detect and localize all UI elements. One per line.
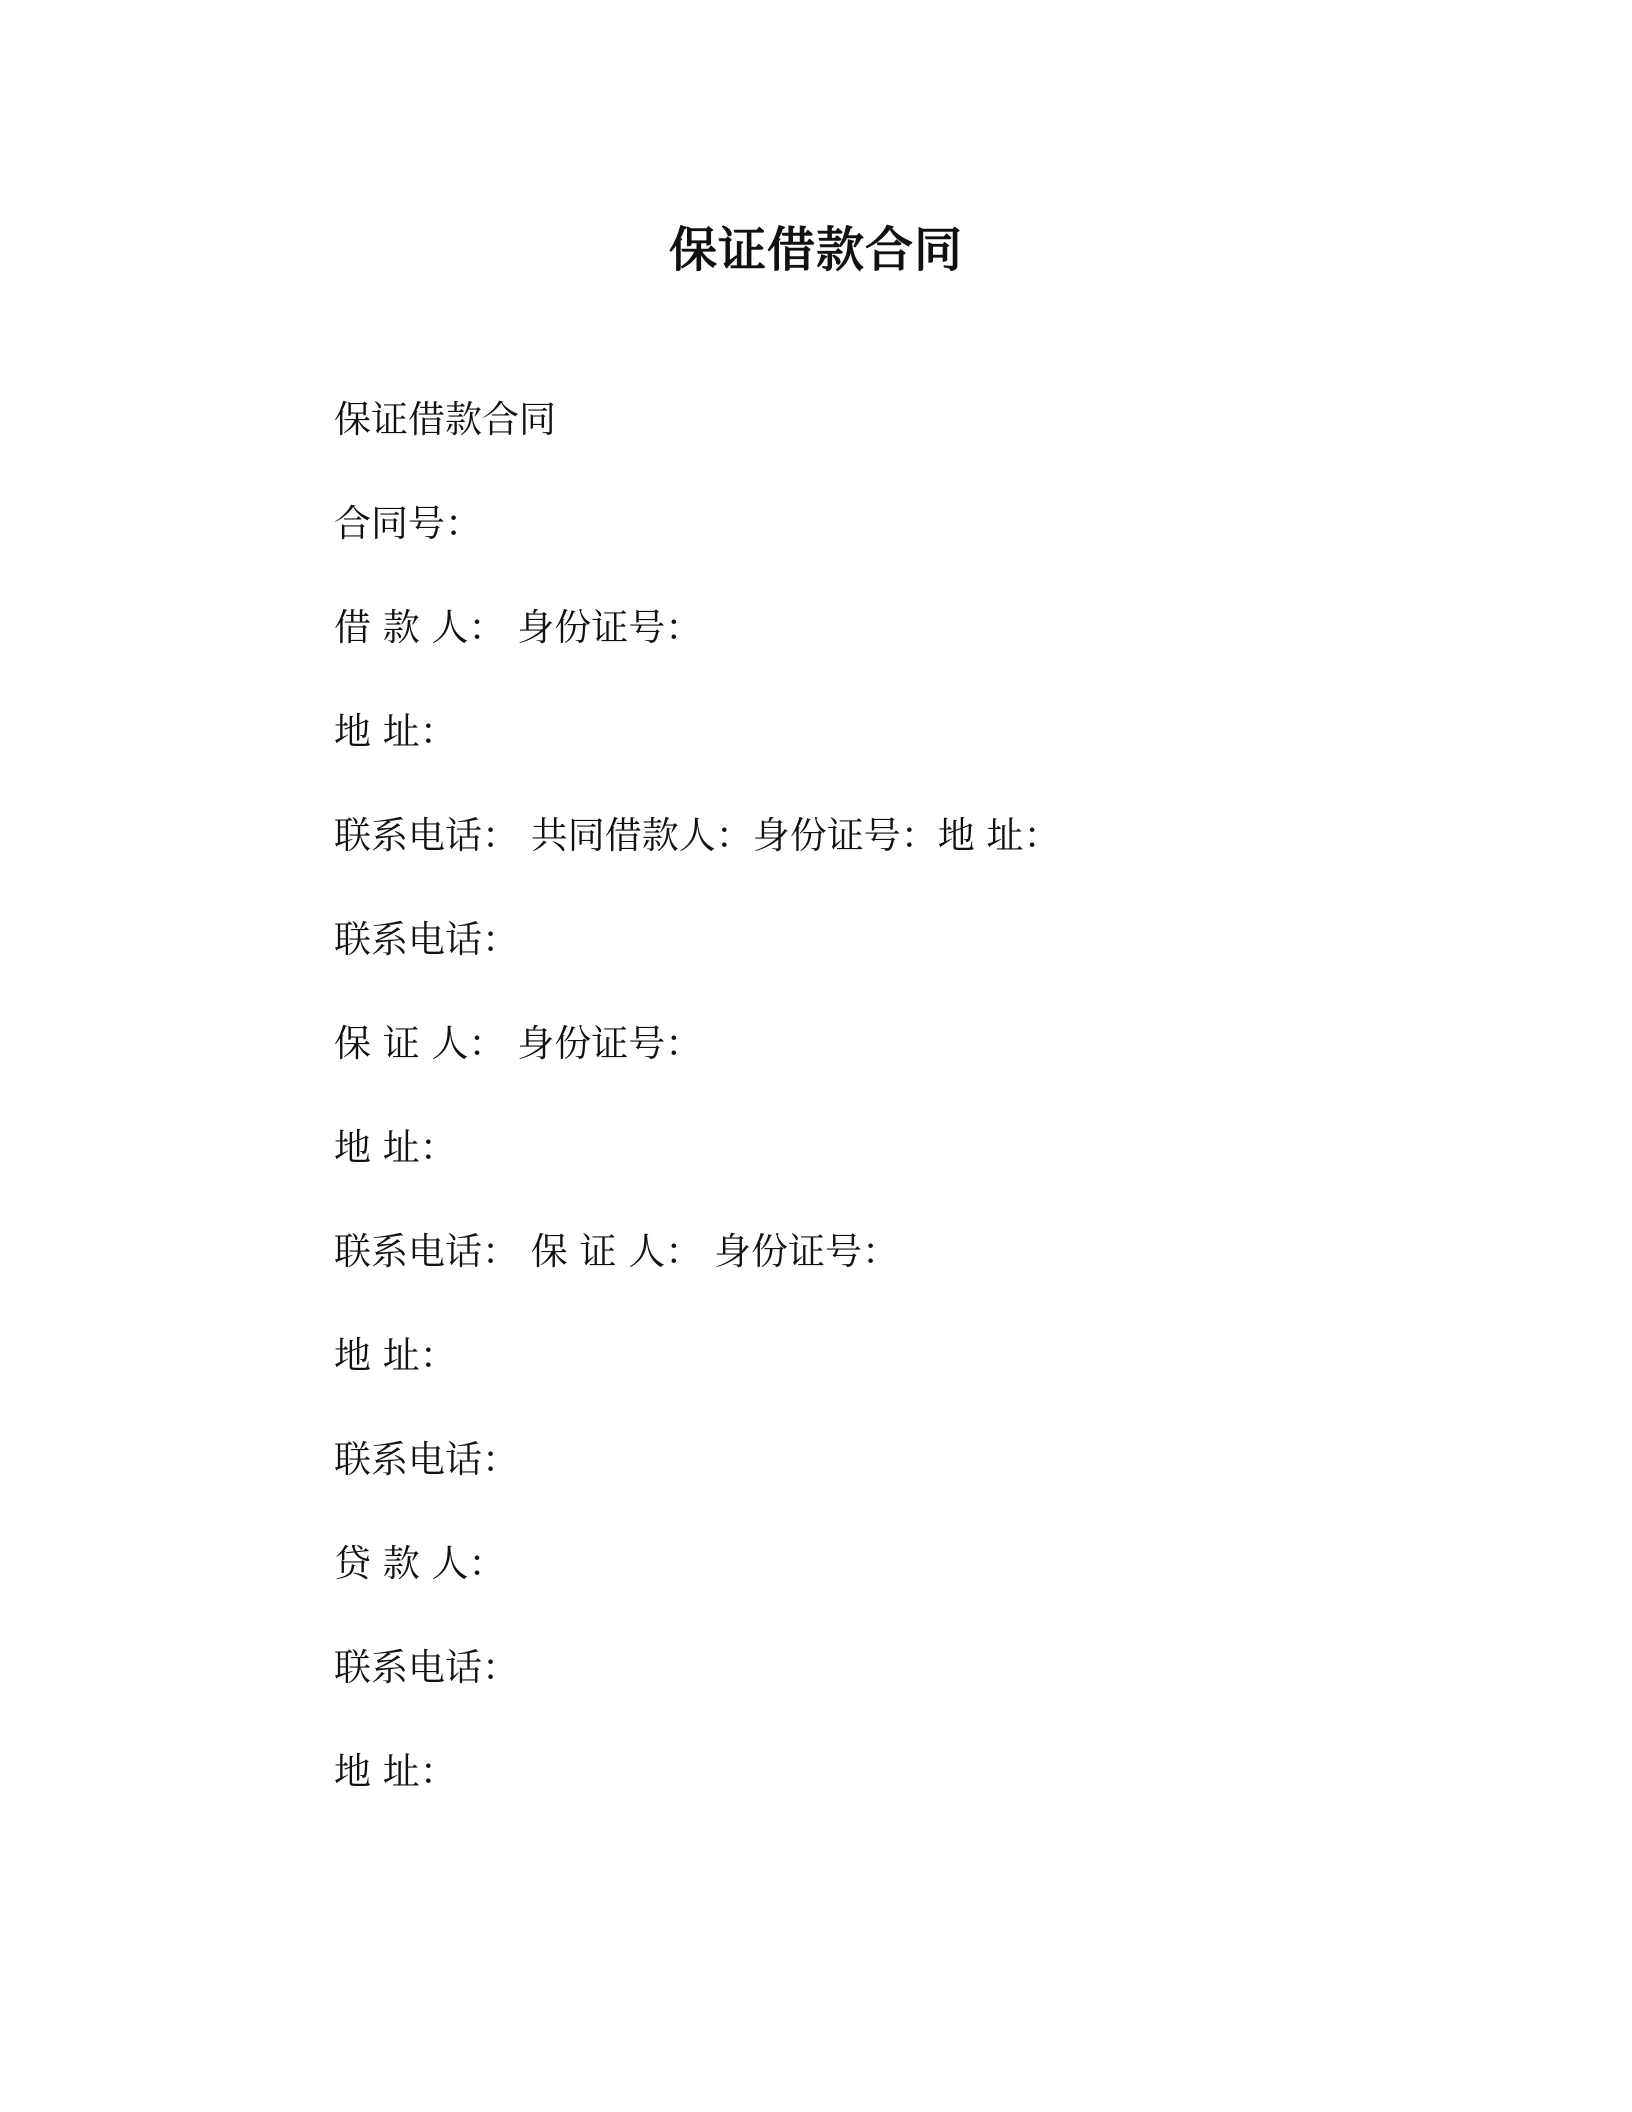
second-guarantor-address-line: 地 址： [334,1334,457,1377]
guarantor-address-line: 地 址： [334,1126,457,1169]
second-guarantor-line: 联系电话： 保 证 人： 身份证号： [334,1230,900,1273]
borrower-id-line: 借 款 人： 身份证号： [334,606,703,649]
co-borrower-line: 联系电话： 共同借款人：身份证号：地 址： [334,814,1061,857]
contract-name-line: 保证借款合同 [334,398,556,441]
contract-number-line: 合同号： [334,502,482,545]
borrower-address-line: 地 址： [334,710,457,753]
lender-address-line: 地 址： [334,1750,457,1793]
co-borrower-phone-line: 联系电话： [334,918,519,961]
second-guarantor-phone-line: 联系电话： [334,1438,519,1481]
guarantor-id-line: 保 证 人： 身份证号： [334,1022,703,1065]
lender-phone-line: 联系电话： [334,1646,519,1689]
document-body [334,392,1534,1848]
lender-line: 贷 款 人： [334,1542,506,1585]
document-title: 保证借款合同 [668,222,963,278]
